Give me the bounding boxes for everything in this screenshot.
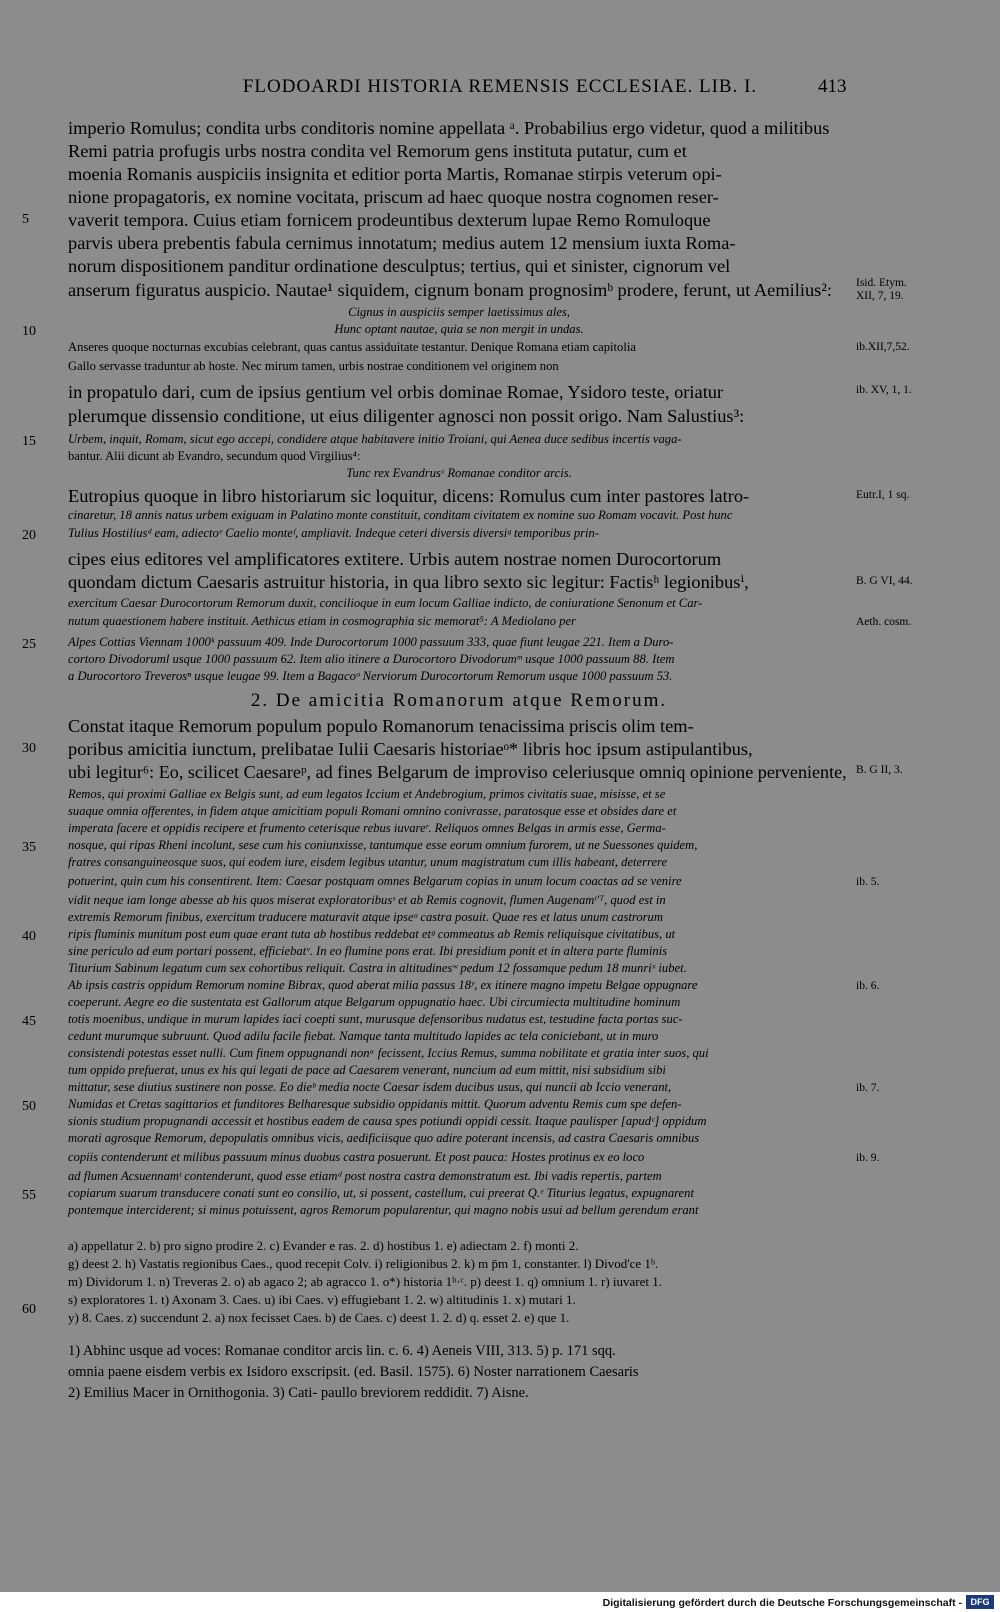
- text-line: Hunc optant nautae, quia se non mergit in undas.: [334, 322, 584, 336]
- margin-note: XII, 7, 19.: [856, 290, 904, 302]
- margin-note: ib. 6.: [856, 980, 880, 992]
- running-header: FLODOARDI HISTORIA REMENSIS ECCLESIAE. LIB. I.: [242, 76, 758, 97]
- text-line: Tulius Hostiliusᵈ eam, adiectoᵉ Caelio monteᶠ, ampliavit. Indeque ceteri diversis diversiᵍ temporibus prin-: [68, 526, 600, 540]
- text-line: copiis contenderunt et milibus passuum minus duobus castra posuerunt. Et post pauca: Hostes protinus ex eo loco: [68, 1150, 645, 1164]
- footnote-line: a) appellatur 2. b) pro signo prodire 2. c) Evander e ras. 2. d) hostibus 1. e) adiectam 2. f) monti 2.: [68, 1238, 579, 1253]
- margin-note: Eutr.I, 1 sq.: [856, 489, 910, 501]
- text-line: Constat itaque Remorum populum populo Romanorum tenacissima priscis olim tem-: [68, 716, 694, 736]
- text-line: ad flumen Acsuennamᵗ contenderunt, quod esse etiamᵈ post nostra castra demonstratum est. Ibi vadis repertis, partem: [68, 1169, 662, 1183]
- text-line: Remos, qui proximi Galliae ex Belgis sunt, ad eum legatos Iccium et Andebrogium, primos civitatis suae, misisse, et se: [68, 787, 666, 801]
- line-number: 5: [22, 212, 29, 227]
- text-line: nosque, qui ripas Rheni incolunt, sese cum his coniunxisse, tantumque esse eorum omnium furorem, ut ne Suessones quidem,: [68, 838, 698, 852]
- line-number: 30: [22, 741, 36, 756]
- margin-note: ib. 9.: [856, 1152, 880, 1164]
- line-number: 25: [22, 637, 36, 652]
- text-line: Numidas et Cretas sagittarios et funditores Belharesque subsidio oppidanis mittit. Quorum adventu Remis cum spe defen-: [68, 1097, 682, 1111]
- text-line: cinaretur, 18 annis natus urbem exiguam in Palatino monte constituit, conditam civitatem ex nomine suo Romam vocavit. Post hunc: [68, 508, 733, 522]
- text-line: Remi patria profugis urbs nostra condita vel Remorum gens instituta putatur, cum et: [68, 141, 687, 161]
- text-line: anserum figuratus auspicio. Nautae¹ siquidem, cignum bonam prognosimᵇ prodere, ferunt, ut Aemilius²:: [68, 280, 832, 300]
- text-line: copiarum suarum transducere conati sunt eo consilio, ut, si possent, castellum, cui preerat Q.ᵉ Titurius legatus, expugnarent: [68, 1186, 694, 1200]
- margin-note: ib. 7.: [856, 1082, 880, 1094]
- text-line: potuerint, quin cum his consentirent. Item: Caesar postquam omnes Belgarum copias in unum locum coactas ad se venire: [68, 874, 682, 888]
- text-line: exercitum Caesar Durocortorum Remorum duxit, conciliοque in eum locum Galliae indicto, de coniuratione Senonum et Car-: [68, 596, 703, 610]
- text-line: Alpes Cottias Viennam 1000ᵏ passuum 409. Inde Durocortorum 1000 passuum 333, quae fiunt leugae 221. Item a Duro-: [68, 635, 674, 649]
- text-line: sine periculo ad eum portari possent, efficiebatᵛ. In eo flumine pons erat. Ibi presidium ponit et in altera parte fluminis: [68, 944, 668, 958]
- line-number: 40: [22, 929, 36, 944]
- text-line: cipes eius editores vel amplificatores extitere. Urbis autem nostrae nomen Durocortorum: [68, 549, 722, 569]
- text-line: plerumque dissensio conditione, ut eius diligenter agnosci non possit origo. Nam Salustius³:: [68, 406, 745, 426]
- line-number: 10: [22, 324, 36, 339]
- text-line: Eutropius quoque in libro historiarum sic loquitur, dicens: Romulus cum inter pastores latro-: [68, 486, 750, 506]
- text-line: vaverit tempora. Cuius etiam fornicem prodeuntibus dexterum lupae Remo Romuloque: [68, 210, 711, 230]
- line-number: 20: [22, 528, 36, 543]
- line-number: 35: [22, 840, 36, 855]
- text-line: suaque omnia offerentes, in fidem atque amicitiam populi Romani omnino conivrasse, paratosque esse et obsides dare et: [68, 804, 677, 818]
- text-line: Tunc rex Evandrusᶜ Romanae conditor arcis.: [346, 466, 572, 480]
- footnote-line: g) deest 2. h) Vastatis regionibus Caes., quod recepit Colv. i) religionibus 2. k) m p̄m 1, constanter. l) Divod'ce 1ᵇ.: [68, 1256, 659, 1271]
- source-note-line: omnia paene eisdem verbis ex Isidoro exscripsit. (ed. Basil. 1575). 6) Noster narrationem Caesaris: [68, 1364, 639, 1380]
- text-line: cedunt murumque subruunt. Quod adilu facile fiebat. Namque tanta multitudo lapides ac tela coniciebant, ut in muro: [68, 1029, 659, 1043]
- text-line: imperio Romulus; condita urbs conditoris nomine appellata ᵃ. Probabilius ergo videtur, quod a militibus: [68, 118, 830, 138]
- text-line: in propatulo dari, cum de ipsius gentium vel orbis dominae Romae, Ysidoro teste, oriatur: [68, 382, 724, 402]
- line-number: 60: [22, 1302, 36, 1317]
- margin-note: ib. XV, 1, 1.: [856, 384, 912, 396]
- text-line: Anseres quoque nocturnas excubias celebrant, quas cantus assiduitate testantur. Denique Romana etiam capitolia: [68, 340, 636, 354]
- text-line: pontemque interciderent; si minus potuissent, agros Remorum popularentur, qui magno nobis usui ad bellum gerendum erant: [68, 1203, 699, 1217]
- text-line: Titurium Sabinum legatum cum sex cohortibus reliquit. Castra in altitudinesʷ pedum 12 fossamque pedum 18 munriˣ iubet.: [68, 961, 687, 975]
- text-line: cortoro Divodoruml usque 1000 passuum 62. Item alio itinere a Durocortoro Divodorumᵐ usque 1000 passuum 88. Item: [68, 652, 675, 666]
- text-line: ripis fluminis munitum post eum quae erant tuta ab hostibus reddebat etᵍ commeatus ab Remis reliquisque civitatibus, ut: [68, 927, 676, 941]
- text-line: Ab ipsis castris oppidum Remorum nomine Bibrax, quod aberat milia passus 18ʸ, ex itinere magno impetu Belgae oppugnare: [68, 978, 698, 992]
- text-line: parvis ubera prebentis fabula cernimus innotatum; medius autem 12 mensium iuxta Roma-: [68, 233, 736, 253]
- text-line: vidit neque iam longe abesse ab his quos miserat exploratoribusˢ et ab Remis cognovit, flumen Augenamᵗ'ᵀ, quod est in: [68, 893, 666, 907]
- footnote-line: m) Dividorum 1. n) Treveras 2. o) ab agaco 2; ab agracco 1. o*) historia 1ᵇ·ᶜ. p) deest 1. q) omnium 1. r) iuvaret 1.: [68, 1274, 663, 1289]
- margin-note: ib.XII,7,52.: [856, 341, 910, 353]
- text-line: quondam dictum Caesaris astruitur historia, in qua libro sexto sic legitur: Factisʰ legionibusⁱ,: [68, 572, 749, 592]
- source-note-line: 2) Emilius Macer in Ornithogonia. 3) Cati- paullo breviorem reddidit. 7) Aisne.: [68, 1385, 529, 1401]
- funding-text: Digitalisierung gefördert durch die Deutsche Forschungsgemeinschaft -: [602, 1597, 962, 1609]
- section-heading: 2. De amicitia Romanorum atque Remorum.: [250, 690, 668, 711]
- footnote-line: s) exploratores 1. t) Axonam 3. Caes. u) ibi Caes. v) effugiebant 1. 2. w) altitudinis 1. x) mutari 1.: [68, 1292, 576, 1307]
- text-line: a Durocortoro Treverosⁿ usque leugae 99. Item a Bagacoᵒ Nerviorum Durocortorum Remorum usque 1000 passuum 53.: [68, 669, 673, 683]
- funding-banner: [0, 1592, 1000, 1612]
- line-number: 50: [22, 1099, 36, 1114]
- text-line: sionis studium propugnandi accessit et hostibus eadem de causa spes potiundi oppidi cessit. Itaque paulisper [apudᶜ] oppidum: [68, 1114, 707, 1128]
- line-number: 15: [22, 434, 36, 449]
- text-line: moenia Romanis auspiciis insignita et editior porta Martis, Romanae stirpis veterum opi-: [68, 164, 722, 184]
- text-line: nione propagatoris, ex nomine vocitata, priscum ad haec quoque nostra cognomen reser-: [68, 187, 719, 207]
- text-line: mittatur, sese diutius sustinere non posse. Eo dieᵇ media nocte Caesar isdem ducibus usus, qui nuncii ab Iccio venerant,: [68, 1080, 672, 1094]
- page-number: 413: [818, 76, 847, 97]
- text-line: nutum quaestionem habere instituit. Aethicus etiam in cosmographia sic memorat⁵: A Mediolano per: [68, 614, 576, 628]
- margin-note: ib. 5.: [856, 876, 880, 888]
- margin-note: B. G VI, 44.: [856, 575, 913, 587]
- text-line: morati agrosque Remorum, depopulatis omnibus vicis, aedificiisque quo adire poterant incensis, ad castra Caesaris omnibus: [68, 1131, 700, 1145]
- text-line: consistendi potestas esset nulli. Cum finem oppugnandi nonᵃ fecissent, Iccius Remus, summa nobilitate et gratia inter suos, qui: [68, 1046, 709, 1060]
- text-line: totis moenibus, undique in murum lapides iaci coepti sunt, murusque defensoribus nudatus est, testudine facta portas suc-: [68, 1012, 683, 1026]
- text-line: extremis Remorum finibus, exercitum traducere maturavit atque ipseᵘ castra posuit. Quae res et latus unum castrorum: [68, 910, 663, 924]
- text-line: ubi legitur⁶: Eo, scilicet Caesareᵖ, ad fines Belgarum de improviso celeriusque omniq opinione perveniente,: [68, 762, 847, 782]
- text-line: poribus amicitia iunctum, prelibatae Iulii Caesaris historiaeᵒ* libris hoc ipsum astipulantibus,: [68, 739, 753, 759]
- text-line: imperata facere et oppidis recipere et frumento ceterisque rebus iuvareʳ. Reliquos omnes Belgas in armis esse, Germa-: [68, 821, 666, 835]
- margin-note: Aeth. cosm.: [856, 616, 912, 628]
- dfg-logo: DFG: [966, 1595, 994, 1609]
- footnote-line: y) 8. Caes. z) succendunt 2. a) nox fecisset Caes. b) de Caes. c) deest 1. 2. d) q. esset 2. e) que 1.: [68, 1310, 570, 1325]
- text-line: Urbem, inquit, Romam, sicut ego accepi, condidere atque habitavere initio Troiani, qui Aenea duce sedibus incertis vaga-: [68, 432, 682, 446]
- line-number: 55: [22, 1188, 36, 1203]
- text-line: tum oppido prefuerat, unus ex his qui legati de pace ad Caesarem venerant, nuncium ad eum mittit, nisi subsidium sibi: [68, 1063, 666, 1077]
- text-line: fratres consanguineosque suos, qui eodem iure, eisdem legibus utantur, unum magistratum cum illis habeant, deterrere: [68, 855, 668, 869]
- margin-note: B. G II, 3.: [856, 764, 903, 776]
- text-line: Gallo servasse traduntur ab hoste. Nec mirum tamen, urbis nostrae conditionem vel originem non: [68, 359, 559, 373]
- text-line: Cignus in auspiciis semper laetissimus ales,: [348, 305, 570, 319]
- source-note-line: 1) Abhinc usque ad voces: Romanae conditor arcis lin. c. 6. 4) Aeneis VIII, 313. 5) p. 171 sqq.: [68, 1343, 616, 1359]
- text-line: coeperunt. Aegre eo die sustentata est Gallorum atque Belgarum oppugnatio haec. Ubi circumiecta multitudine hominum: [68, 995, 681, 1009]
- text-line: norum dispositionem panditur ordinatione desculptus; tertius, qui et sinister, cignorum vel: [68, 256, 731, 276]
- line-number: 45: [22, 1014, 36, 1029]
- text-line: bantur. Alii dicunt ab Evandro, secundum quod Virgilius⁴:: [68, 449, 361, 463]
- margin-note: Isid. Etym.: [856, 277, 907, 289]
